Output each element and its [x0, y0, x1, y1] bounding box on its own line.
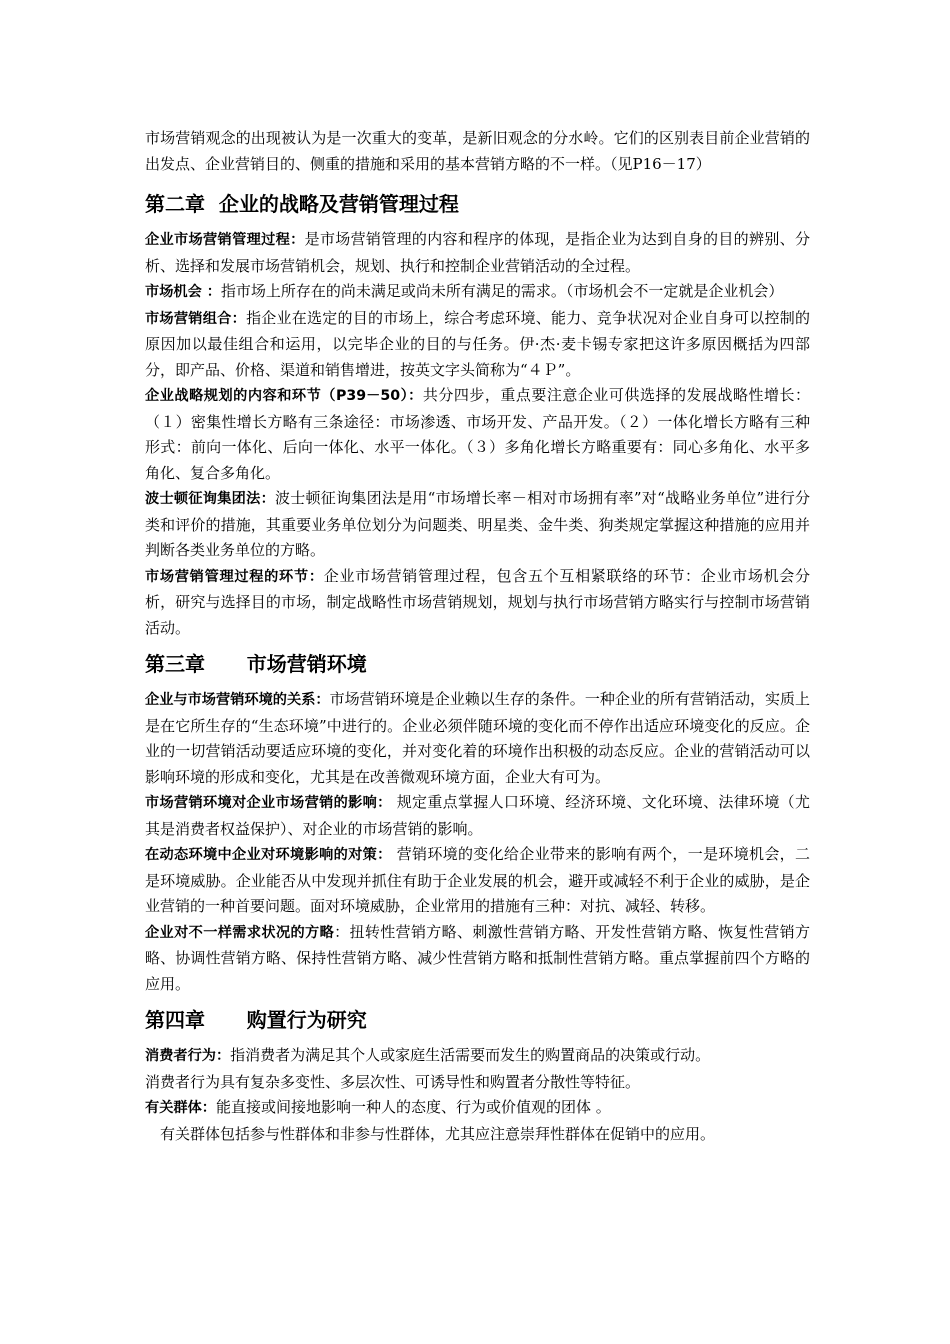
ch2-paragraph-bcg-method	[145, 486, 810, 564]
chapter-3-heading: 第三章 市场营销环境	[145, 652, 367, 676]
ch2-paragraph-strategic-planning	[145, 383, 810, 486]
term-text: 波士顿征询集团法是用“市场增长率－相对市场拥有率”对“战略业务单位”进行分类和评价的措施，其重要业务单位划分为问题类、明星类、金牛类、狗类规定掌握这种措施的应用并判断各类业务单位的方略。	[145, 489, 810, 559]
term-label: 在动态环境中企业对环境影响的对策：	[145, 847, 392, 863]
ch4-paragraph-consumer-behavior	[145, 1043, 810, 1070]
ch2-paragraph-marketing-mix	[145, 306, 810, 384]
ch3-paragraph-environment-impact	[145, 790, 810, 842]
term-label: 市场营销组合：	[145, 310, 247, 327]
ch2-paragraph-management-process	[145, 227, 810, 279]
term-label: 企业对不一样需求状况的方略	[145, 924, 335, 941]
term-label: 消费者行为：	[145, 1048, 231, 1064]
term-label: 市场机会 ：	[145, 284, 221, 300]
ch2-paragraph-process-steps	[145, 564, 810, 642]
chapter-2-heading: 第二章 企业的战略及营销管理过程	[145, 192, 459, 216]
term-label: 市场营销环境对企业市场营销的影响：	[145, 795, 392, 811]
term-text: 指企业在选定的目的市场上，综合考虑环境、能力、竞争状况对企业自身可以控制的原因加以最佳组合和运用，以完毕企业的目的与任务。伊·杰·麦卡锡专家把这许多原因概括为四部分，即产品、价格、渠道和销售增进，按英文字头简称为“４Ｐ”。	[145, 308, 810, 379]
term-text: 能直接或间接地影响一种人的态度、行为或价值观的团体 。	[215, 1098, 611, 1116]
intro-paragraph: 市场营销观念的出现被认为是一次重大的变革，是新旧观念的分水岭。它们的区别表目前企业营销的出发点、企业营销目的、侧重的措施和采用的基本营销方略的不一样。（见P16－17）	[145, 129, 810, 173]
term-label: 波士顿征询集团法：	[145, 491, 276, 507]
term-text: 指消费者为满足其个人或家庭生活需要而发生的购置商品的决策或行动。	[230, 1046, 711, 1064]
term-text: 指市场上所存在的尚未满足或尚未所有满足的需求。（市场机会不一定就是企业机会）	[220, 282, 784, 300]
term-label: 市场营销管理过程的环节：	[145, 568, 324, 585]
term-label: 企业战略规划的内容和环节（P39－50）：	[145, 388, 423, 404]
term-label: 企业与市场营销环境的关系：	[145, 692, 330, 708]
page-content	[145, 126, 810, 1147]
term-text: 市场营销环境是企业赖以生存的条件。一种企业的所有营销活动，实质上是在它所生存的“生态环境”中进行的。企业必须伴随环境的变化而不停作出适应环境变化的反应。企业的一切营销活动要适应环境的变化，并对变化着的环境作出积极的动态反应。企业的营销活动可以影响环境的形成和变化，尤其是在改善微观环境方面，企业大有可为。	[145, 690, 810, 786]
ch4-paragraph-behavior-features: 消费者行为具有复杂多变性、多层次性、可诱导性和购置者分散性等特征。	[145, 1072, 641, 1091]
term-label: 企业市场营销管理过程：	[145, 232, 305, 248]
term-text: 营销环境的变化给企业带来的影响有两个，一是环境机会，二是环境威胁。企业能否从中发现并抓住有助于企业发展的机会，避开或减轻不利于企业的威胁，是企业营销的一种首要问题。面对环境威胁，企业常用的措施有三种：对抗、减轻、转移。	[145, 845, 810, 915]
term-text: 规定重点掌握人口环境、经济环境、文化环境、法律环境（尤其是消费者权益保护）、对企业的市场营销的影响。	[145, 793, 810, 838]
ch4-paragraph-reference-groups	[145, 1095, 810, 1122]
ch3-paragraph-environment-relation	[145, 687, 810, 790]
term-text: 是市场营销管理的内容和程序的体现，是指企业为达到自身的目的辨别、分析、选择和发展市场营销机会，规划、执行和控制企业营销活动的全过程。	[145, 230, 810, 275]
term-text: 共分四步，重点要注意企业可供选择的发展战略性增长：（１）密集性增长方略有三条途径：市场渗透、市场开发、产品开发。（２）一体化增长方略有三种形式：前向一体化、后向一体化、水平一体化。（３）多角化增长方略重要有：同心多角化、水平多角化、复合多角化。	[145, 386, 810, 482]
term-label: 有关群体：	[145, 1100, 216, 1116]
ch2-paragraph-market-opportunity	[145, 279, 810, 306]
ch3-paragraph-dynamic-countermeasures	[145, 842, 810, 920]
term-text: ：扭转性营销方略、刺激性营销方略、开发性营销方略、恢复性营销方略、协调性营销方略、保持性营销方略、减少性营销方略和抵制性营销方略。重点掌握前四个方略的应用。	[145, 922, 810, 993]
ch4-paragraph-group-types: 有关群体包括参与性群体和非参与性群体，尤其应注意崇拜性群体在促销中的应用。	[160, 1124, 716, 1143]
term-text: 企业市场营销管理过程，包含五个互相紧联络的环节：企业市场机会分析，研究与选择目的市场，制定战略性市场营销规划，规划与执行市场营销方略实行与控制市场营销活动。	[145, 566, 810, 637]
ch3-paragraph-demand-strategies	[145, 920, 810, 998]
chapter-4-heading: 第四章 购置行为研究	[145, 1008, 367, 1032]
